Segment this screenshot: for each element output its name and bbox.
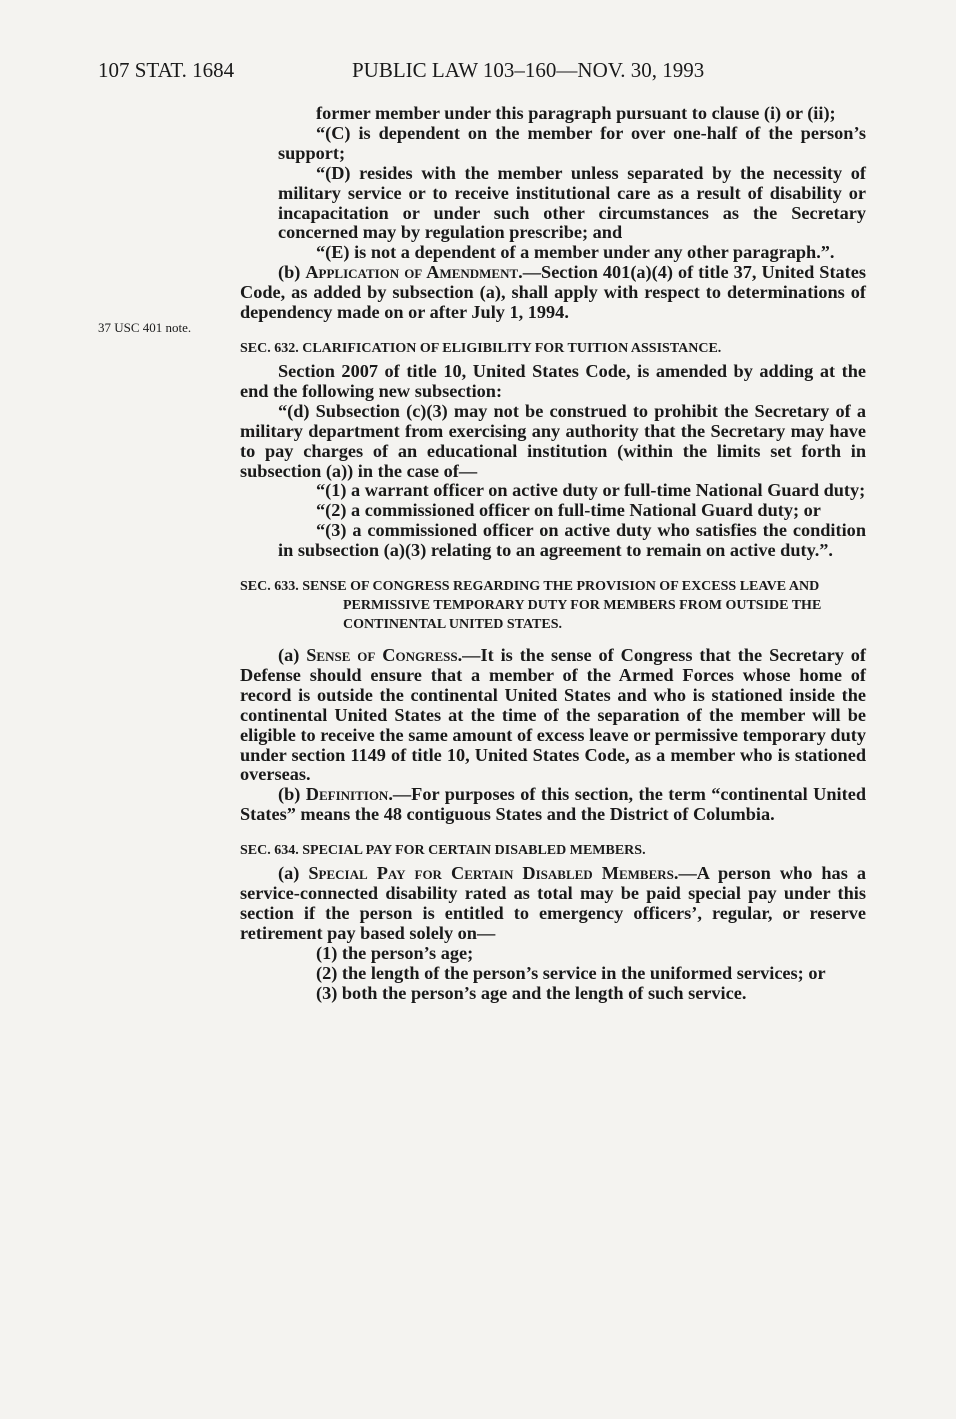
section-634-subsection-a	[240, 864, 866, 944]
section-634-a-label: (a)	[278, 863, 309, 884]
margin-note: 37 USC 401 note.	[98, 320, 192, 335]
section-633-title: SEC. 633. SENSE OF CONGRESS REGARDING THE PROVISION OF EXCESS LEAVE AND PERMISSIVE TEMPORARY DUTY FOR MEMBERS FROM OUTSIDE THE CONTINENTAL UNITED STATES.	[240, 579, 822, 633]
running-head: PUBLIC LAW 103–160—NOV. 30, 1993	[352, 58, 705, 82]
section-633-b-heading: Definition	[305, 784, 389, 805]
section-632-intro: Section 2007 of title 10, United States Code, is amended by adding at the end the following new subsection:	[240, 360, 866, 401]
stat-citation: 107 STAT. 1684	[98, 58, 235, 82]
section-634-a-heading: Special Pay for Certain Disabled Members	[308, 863, 674, 884]
section-633-b-text: .—For purposes of this section, the term “continental United States” means the 48 contiguous States and the District of Columbia.	[240, 784, 866, 825]
paragraph-continued: former member under this paragraph pursuant to clause (i) or (ii);	[316, 103, 836, 123]
clause-e: “(E) is not a dependent of a member under any other paragraph.”.	[316, 242, 835, 263]
section-632-subsection-d: “(d) Subsection (c)(3) may not be construed to prohibit the Secretary of a military department from exercising any authority that the Secretary may have to pay charges of an educational institution (within the limits set forth in subsection (a)) in the case of—	[240, 400, 866, 481]
body-text	[240, 104, 866, 1004]
section-632-item-1: “(1) a warrant officer on active duty or full-time National Guard duty;	[316, 480, 866, 501]
section-633-subsection-b	[240, 785, 866, 825]
section-632-item-3: “(3) a commissioned officer on active duty who satisfies the condition in subsection (a)(3) relating to an agreement to remain on active duty.”.	[278, 520, 866, 561]
subsection-b-label: (b)	[278, 262, 306, 283]
section-632-item-2: “(2) a commissioned officer on full-time National Guard duty; or	[316, 500, 821, 521]
section-633-subsection-a	[240, 646, 866, 785]
section-632-title: SEC. 632. CLARIFICATION OF ELIGIBILITY FOR TUITION ASSISTANCE.	[240, 340, 722, 356]
section-633-a-text: .—It is the sense of Congress that the Secretary of Defense should ensure that a member of the Armed Forces whose home of record is outside the continental United States and who is stationed inside the continental United States at the time of the separation of the member will be eligible to receive the same amount of excess leave or permissive temporary duty under section 1149 of title 10, United States Code, as a member who is stationed overseas.	[240, 645, 866, 785]
section-633-a-label: (a)	[278, 645, 307, 666]
subsection-b	[240, 263, 866, 323]
section-634-item-2: (2) the length of the person’s service in the uniformed services; or	[316, 962, 826, 983]
section-634-a-text: .—A person who has a service-connected disability rated as total may be paid special pay under this section if the person is entitled to emergency officers’, regular, or reserve retirement pay based solely on—	[240, 863, 867, 943]
section-634-title: SEC. 634. SPECIAL PAY FOR CERTAIN DISABLED MEMBERS.	[240, 843, 646, 859]
clause-d: “(D) resides with the member unless separated by the necessity of military service or to receive institutional care as a result of disability or incapacitation or under such other circumstances as the Secretary concerned may by regulation prescribe; and	[278, 162, 866, 243]
clause-c: “(C) is dependent on the member for over one-half of the person’s support;	[278, 122, 866, 163]
section-634-item-3: (3) both the person’s age and the length of such service.	[316, 982, 747, 1003]
subsection-b-heading: Application of Amendment	[305, 262, 519, 283]
section-633-a-heading: Sense of Congress	[306, 645, 458, 666]
section-634-item-1: (1) the person’s age;	[316, 942, 474, 963]
section-633-b-label: (b)	[278, 784, 306, 805]
subsection-b-text: .—Section 401(a)(4) of title 37, United States Code, as added by subsection (a), shall apply with respect to determinations of dependency made on or after July 1, 1994.	[240, 262, 866, 323]
